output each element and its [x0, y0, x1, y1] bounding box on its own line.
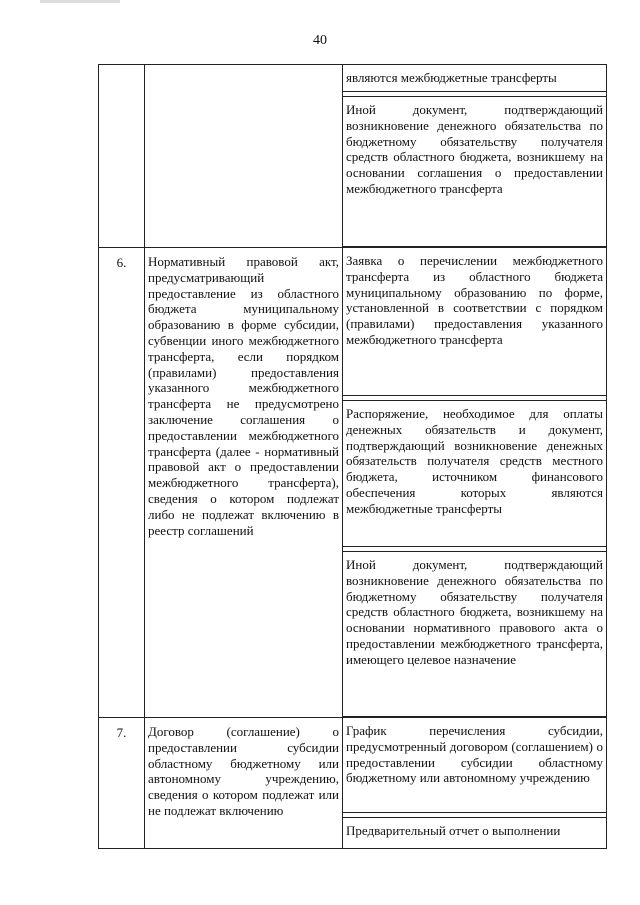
document-item: Распоряжение, необходимое для оплаты денежных обязательств и документ, подтверждающий возникновение денежных обязательств получателя средств местного бюджета, источником финансового обеспечения которых являются межбюджетные трансферты — [343, 400, 606, 547]
table-row — [99, 248, 607, 718]
row-number-cell: 6. — [99, 248, 145, 718]
row-number-cell — [99, 65, 145, 248]
table-row — [99, 65, 607, 248]
documents-cell — [343, 248, 607, 718]
basis-cell — [145, 65, 343, 248]
document-item: Иной документ, подтверждающий возникновение денежного обязательства по бюджетному обязательству получателя средств областного бюджета, возникшему на основании соглашения о предоставлении межбюджетного трансферта — [343, 96, 606, 247]
basis-cell: Нормативный правовой акт, предусматривающий предоставление из областного бюджета муниципальному образованию в форме субсидии, субвенции иного межбюджетного трансферта, если порядком (правилами) предоставления указанного межбюджетного трансферта не предусмотрено заключение соглашения о предоставлении межбюджетного трансферта (далее - нормативный правовой акт о предоставлении межбюджетного трансферта), сведения о котором подлежат либо не подлежат включению в реестр соглашений — [145, 248, 343, 718]
documents-table — [98, 64, 607, 849]
document-item: Предварительный отчет о выполнении — [343, 817, 606, 848]
document-item: Иной документ, подтверждающий возникновение денежного обязательства по бюджетному обязательству получателя средств областного бюджета, возникшему на основании нормативного правового акта о предоставлении межбюджетного трансферта, имеющего целевое назначение — [343, 551, 606, 717]
basis-cell: Договор (соглашение) о предоставлении субсидии областному бюджетному или автономному учреждению, сведения о котором подлежат или не подлежат включению — [145, 718, 343, 849]
scan-artifact — [40, 0, 120, 3]
table-row — [99, 718, 607, 849]
documents-cell — [343, 718, 607, 849]
document-item: График перечисления субсидии, предусмотренный договором (соглашением) о предоставлении субсидии областному бюджетному или автономному учреждению — [343, 718, 606, 813]
page-number: 40 — [313, 33, 327, 48]
document-item: Заявка о перечислении межбюджетного трансферта из областного бюджета муниципальному образованию по форме, установленной в соответствии с порядком (правилами) предоставления указанного межбюджетного трансферта — [343, 248, 606, 396]
document-item: являются межбюджетные трансферты — [343, 65, 606, 92]
documents-cell — [343, 65, 607, 248]
row-number-cell: 7. — [99, 718, 145, 849]
